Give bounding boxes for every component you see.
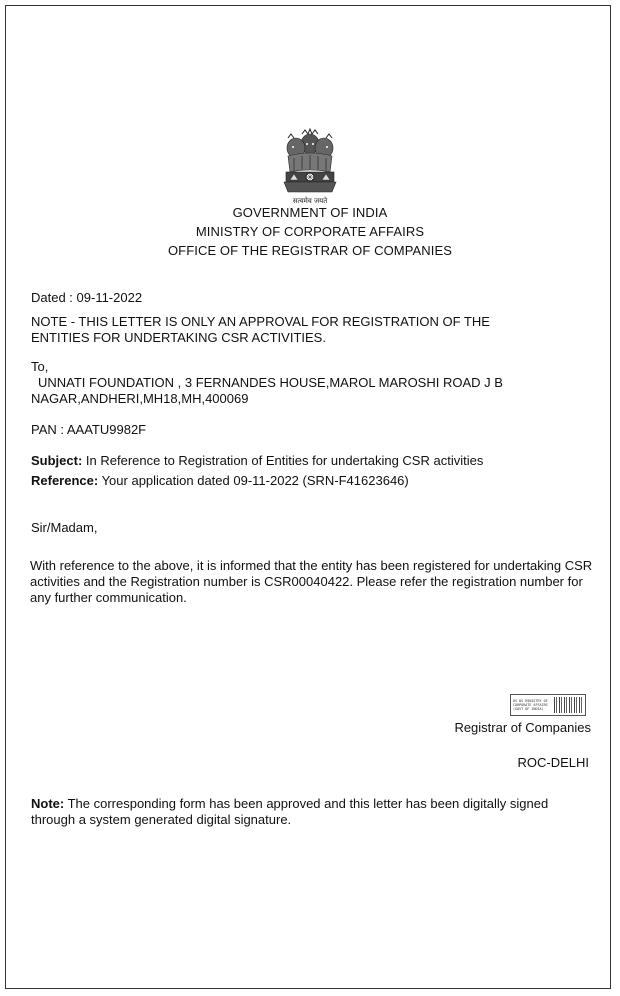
header-ministry: MINISTRY OF CORPORATE AFFAIRS [195, 224, 425, 239]
address-line-2: NAGAR,ANDHERI,MH18,MH,400069 [31, 391, 249, 406]
signatory-office: ROC-DELHI [517, 755, 589, 770]
emblem-motto: सत्यमेव जयते [292, 197, 328, 205]
reference-label: Reference: [31, 473, 99, 488]
subject-text: In Reference to Registration of Entities for undertaking CSR activities [82, 453, 484, 468]
signatory-title: Registrar of Companies [454, 720, 591, 735]
signature-mark [554, 697, 583, 713]
subject-label: Subject: [31, 453, 83, 468]
subject-line [31, 453, 483, 469]
address-line-1: UNNATI FOUNDATION , 3 FERNANDES HOUSE,MAROL MAROSHI ROAD J B [38, 375, 503, 390]
bottom-note-label: Note: [31, 796, 65, 811]
digital-signature-stamp [510, 694, 586, 716]
reference-text: Your application dated 09-11-2022 (SRN-F41623646) [98, 473, 409, 488]
letter-body: With reference to the above, it is informed that the entity has been registered for undertaking CSR activities and the Registration number is CSR00040422. Please refer the registration number for any further communication. [30, 558, 593, 605]
bottom-note-text: The corresponding form has been approved and this letter has been digitally signed through a system generated digital signature. [31, 796, 549, 827]
header-office: OFFICE OF THE REGISTRAR OF COMPANIES [167, 243, 453, 258]
signature-text: DS DS MINISTRY OF CORPORATE AFFAIRS (GOVT OF INDIA) [513, 699, 548, 711]
national-emblem-icon [272, 128, 348, 206]
header-government: GOVERNMENT OF INDIA [232, 205, 388, 220]
reference-line [31, 473, 409, 489]
letter-date: Dated : 09-11-2022 [31, 290, 143, 305]
pan-number: PAN : AAATU9982F [31, 422, 147, 437]
salutation: Sir/Madam, [31, 520, 98, 535]
to-label: To, [31, 359, 49, 374]
bottom-note [31, 796, 591, 828]
approval-note: NOTE - THIS LETTER IS ONLY AN APPROVAL FOR REGISTRATION OF THE ENTITIES FOR UNDERTAKING CSR ACTIVITIES. [31, 314, 490, 345]
